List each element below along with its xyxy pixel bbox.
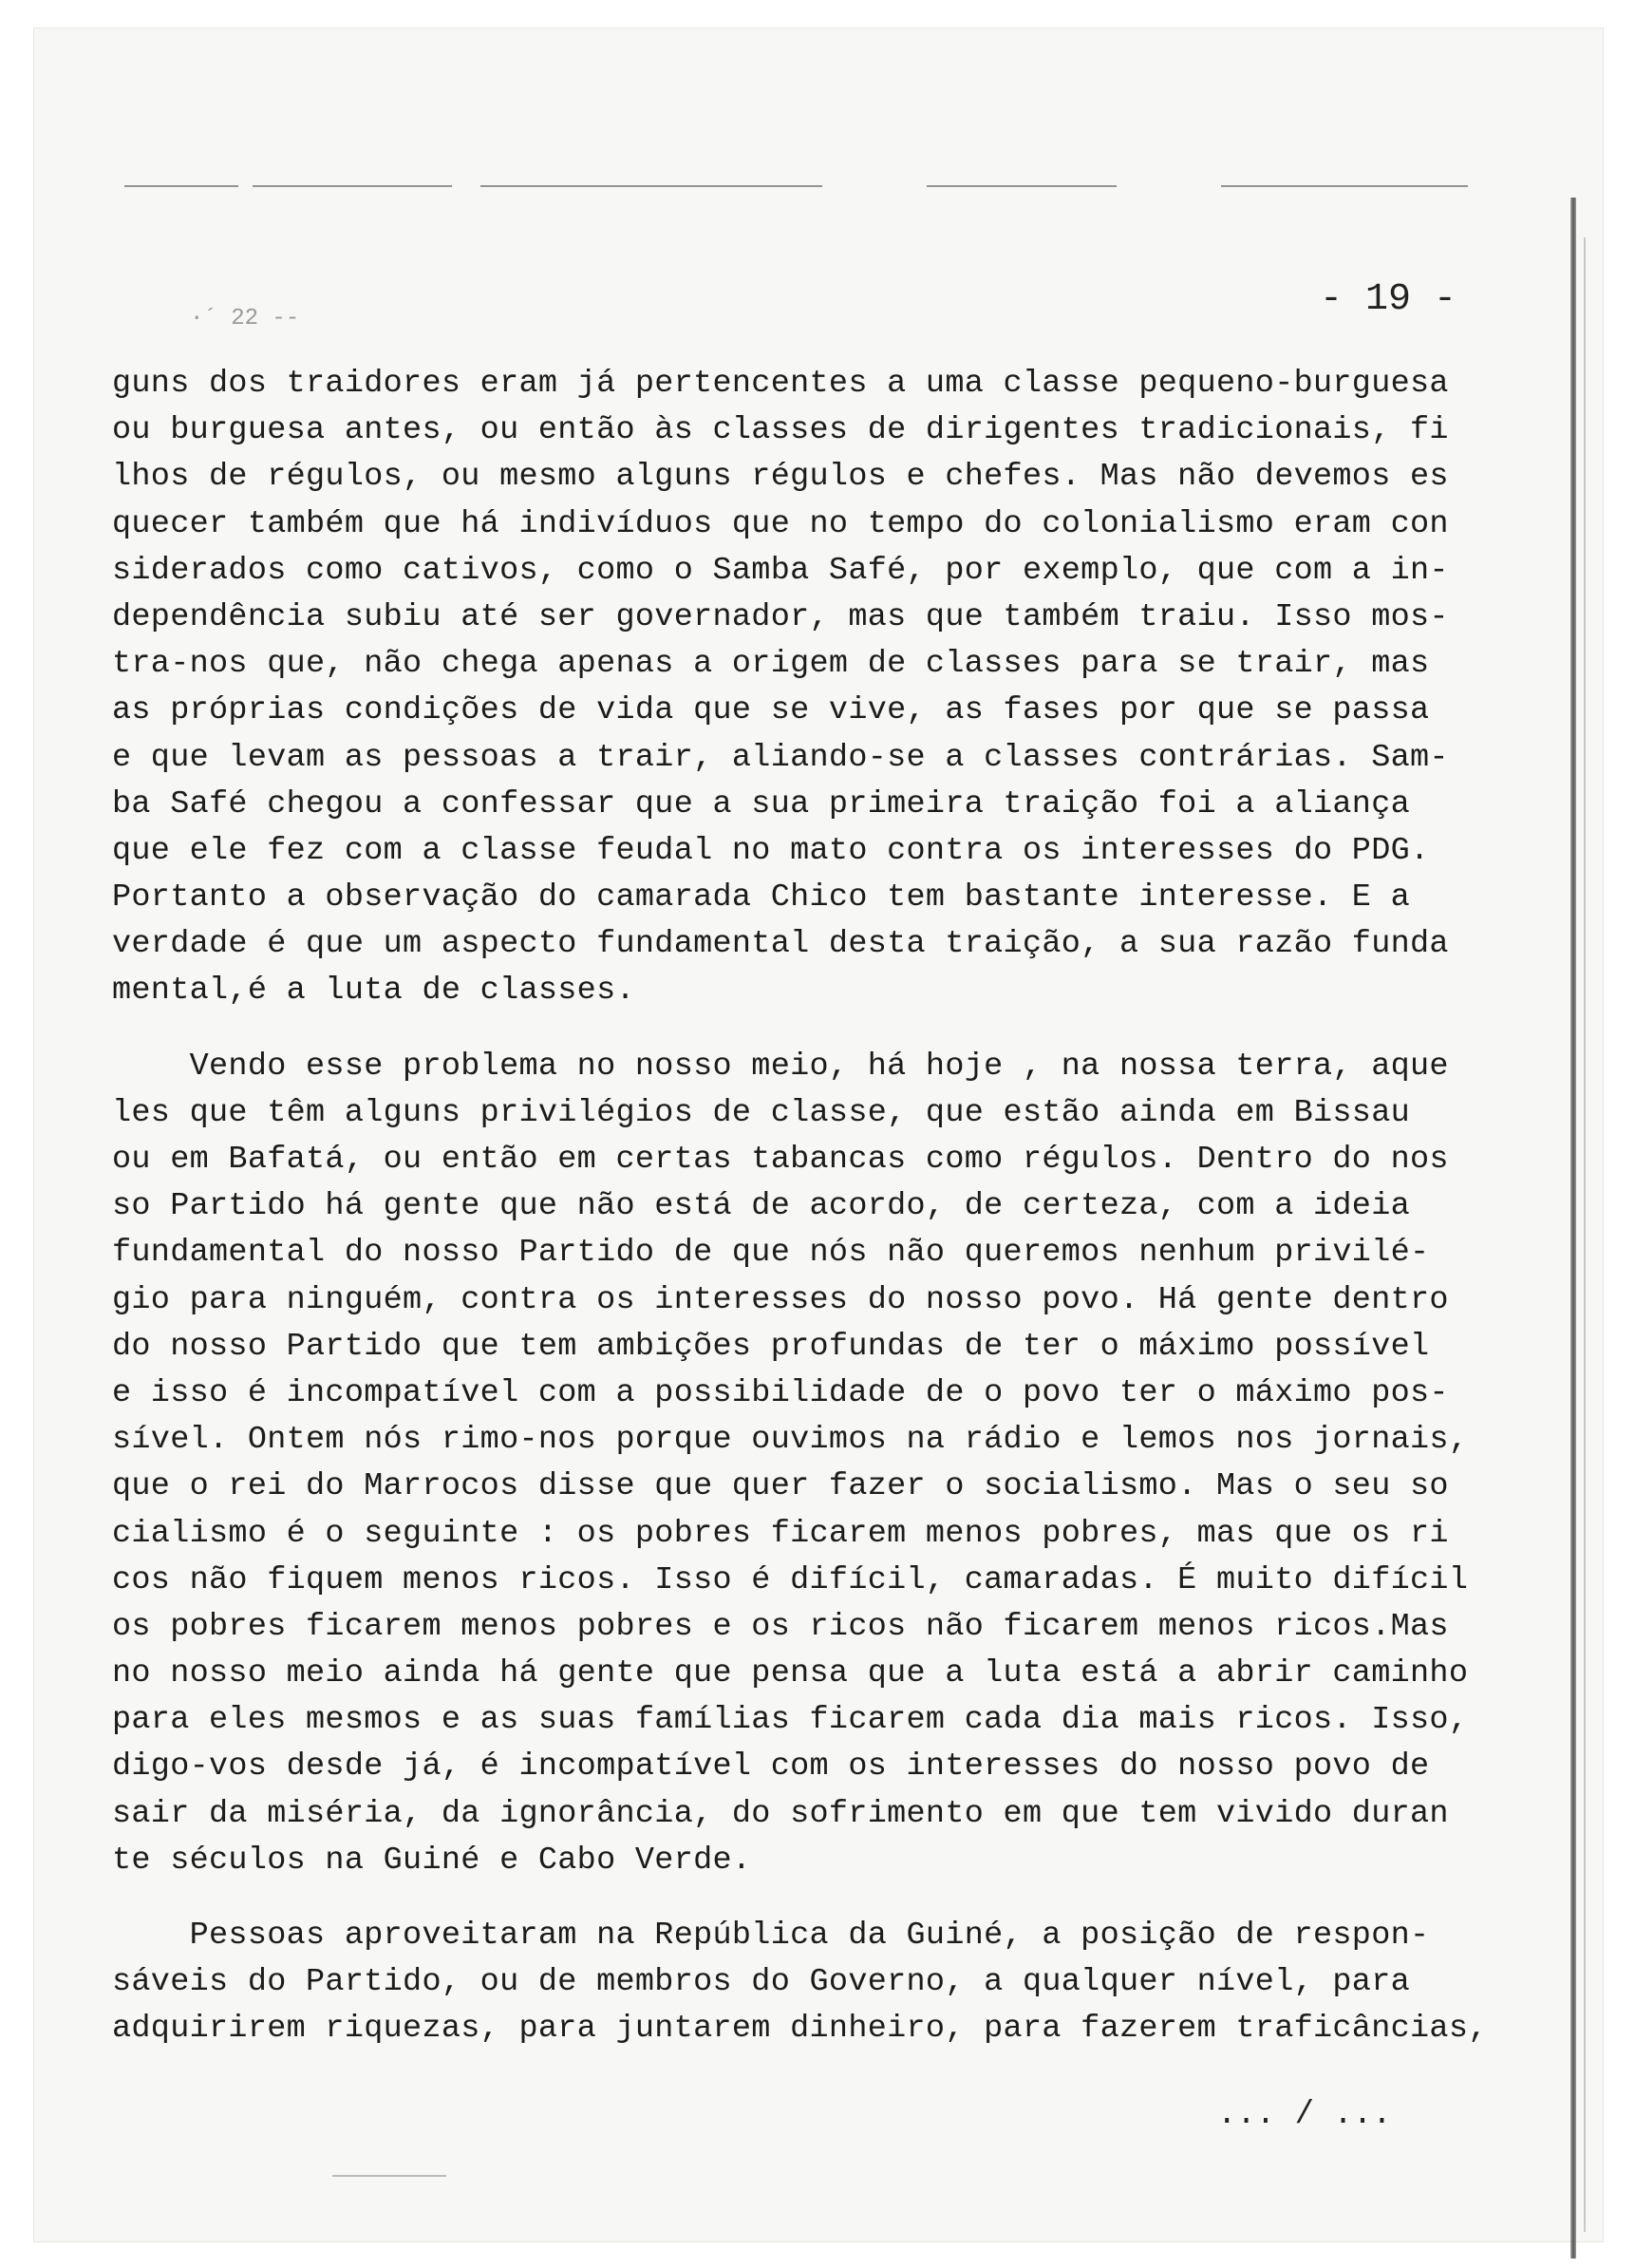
top-rule	[1221, 185, 1468, 187]
text-line: sair da miséria, da ignorância, do sofrimento em que tem vivido duran	[112, 1795, 1449, 1832]
text-line: siderados como cativos, como o Samba Safé, por exemplo, que com a in-	[112, 552, 1449, 589]
text-line: quecer também que há indivíduos que no tempo do colonialismo eram con	[112, 505, 1449, 542]
text-line: cialismo é o seguinte : os pobres ficarem menos pobres, mas que os ri	[112, 1515, 1449, 1552]
top-rule	[480, 185, 822, 187]
text-line: Pessoas aproveitaram na República da Guiné, a posição de respon-	[112, 1918, 1430, 1954]
text-line: gio para ninguém, contra os interesses do nosso povo. Há gente dentro	[112, 1281, 1449, 1318]
text-line: ba Safé chegou a confessar que a sua primeira traição foi a aliança	[112, 785, 1411, 822]
text-line: te séculos na Guiné e Cabo Verde.	[112, 1842, 752, 1879]
text-line: que ele fez com a classe feudal no mato contra os interesses do PDG.	[112, 832, 1430, 869]
text-line: so Partido há gente que não está de acordo, de certeza, com a ideia	[112, 1188, 1411, 1225]
text-line: verdade é que um aspecto fundamental desta traição, a sua razão funda	[112, 926, 1449, 963]
text-line: e isso é incompatível com a possibilidade de o povo ter o máximo pos-	[112, 1374, 1449, 1411]
text-line: do nosso Partido que tem ambições profundas de ter o máximo possível	[112, 1328, 1430, 1365]
text-line: adquirirem riquezas, para juntarem dinheiro, para fazerem traficâncias,	[112, 2011, 1488, 2048]
corner-mark: ·´ 22 --	[190, 306, 300, 331]
text-line: no nosso meio ainda há gente que pensa que a luta está a abrir caminho	[112, 1655, 1469, 1692]
page-edge-line	[1584, 237, 1586, 2232]
top-rule	[927, 185, 1117, 187]
text-line: e que levam as pessoas a trair, aliando-se a classes contrárias. Sam-	[112, 739, 1449, 776]
text-line: dependência subiu até ser governador, mas que também traiu. Isso mos-	[112, 598, 1449, 635]
text-line: fundamental do nosso Partido de que nós não queremos nenhum privilé-	[112, 1235, 1430, 1272]
text-line: que o rei do Marrocos disse que quer fazer o socialismo. Mas o seu so	[112, 1468, 1449, 1505]
text-line: les que têm alguns privilégios de classe, que estão ainda em Bissau	[112, 1094, 1411, 1131]
text-line: sível. Ontem nós rimo-nos porque ouvimos na rádio e lemos nos jornais,	[112, 1422, 1469, 1459]
text-line: Portanto a observação do camarada Chico tem bastante interesse. E a	[112, 879, 1411, 917]
text-line: lhos de régulos, ou mesmo alguns régulos e chefes. Mas não devemos es	[112, 459, 1449, 496]
continuation-mark: ... / ...	[1217, 2097, 1392, 2133]
top-rule	[124, 185, 238, 187]
text-line: as próprias condições de vida que se vive, as fases por que se passa	[112, 692, 1430, 729]
text-line: cos não fiquem menos ricos. Isso é difícil, camaradas. É muito difícil	[112, 1561, 1469, 1598]
text-line: tra-nos que, não chega apenas a origem de classes para se trair, mas	[112, 646, 1430, 683]
text-line: Vendo esse problema no nosso meio, há hoje , na nossa terra, aque	[112, 1048, 1449, 1085]
top-rule	[253, 185, 452, 187]
text-line: ou em Bafatá, ou então em certas tabancas como régulos. Dentro do nos	[112, 1142, 1449, 1178]
text-line: ou burguesa antes, ou então às classes de dirigentes tradicionais, fi	[112, 412, 1449, 449]
text-line: sáveis do Partido, ou de membros do Governo, a qualquer nível, para	[112, 1964, 1411, 2001]
text-line: digo-vos desde já, é incompatível com os interesses do nosso povo de	[112, 1748, 1430, 1786]
body-text	[112, 361, 1498, 2053]
text-line: mental,é a luta de classes.	[112, 973, 635, 1010]
paragraph-gap	[112, 1884, 1498, 1913]
text-line: guns dos traidores eram já pertencentes a uma classe pequeno-burguesa	[112, 366, 1449, 402]
text-line: os pobres ficarem menos pobres e os ricos não ficarem menos ricos.Mas	[112, 1608, 1449, 1645]
page-edge-shadow	[1570, 198, 1576, 2259]
paragraph-gap	[112, 1015, 1498, 1044]
scan-smudge	[332, 2175, 446, 2177]
text-line: para eles mesmos e as suas famílias ficarem cada dia mais ricos. Isso,	[112, 1702, 1469, 1739]
page-number: - 19 -	[1320, 278, 1457, 321]
